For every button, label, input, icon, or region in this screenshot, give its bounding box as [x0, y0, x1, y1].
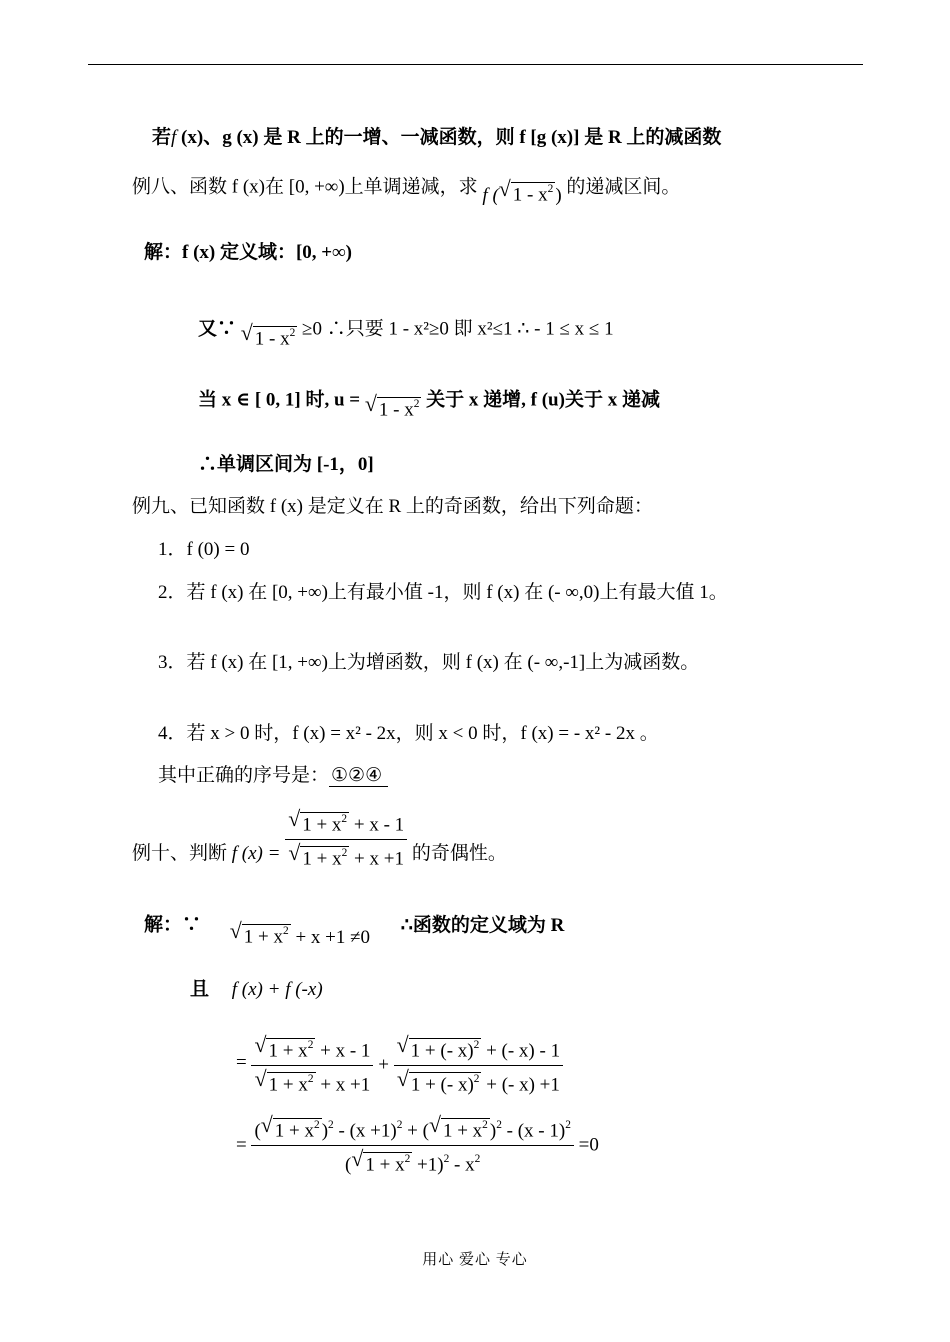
ex9-answer: ①②④: [329, 765, 388, 787]
ex8-sol-line3: [198, 387, 660, 421]
ex8-sqrt: √ $1 - x^2$: [501, 182, 556, 205]
eq1-fraction-a: √ $1 + x^2 + x - 1$ √ $1 + x^2 + x +1$: [251, 1038, 373, 1094]
eq2-num-radicand-2: 1 + x: [442, 1120, 483, 1142]
ex8-sol-line2-radicand: 1 - x: [254, 328, 290, 350]
ex10-sol-eq2: = $\frac{(√ 1 + x^2 )^2 - (x +1)^2 + (√ 1 + x^2 )^2 - (x - 1)^2}{(√ 1 + x^2 +1)^2 - x^2}$ =0: [236, 1118, 599, 1174]
eq2-result: =0: [578, 1134, 599, 1156]
ex10-sol-line2-lead: 且: [190, 979, 210, 1000]
eq1-a-num-radicand: 1 + x: [268, 1040, 308, 1062]
eq1-b-numerator: + (- x) - 1: [486, 1040, 561, 1062]
ex10-sol-line1: 解：∵ √ $1 + x^2 + x +1 \ne 0$ ∴函数的定义域为 R: [144, 912, 564, 935]
ex10-tail: 的奇偶性。: [411, 843, 507, 865]
eq2-den-radicand: 1 + x: [365, 1154, 405, 1176]
intro-statement: [152, 128, 721, 147]
ex8-sol-line3-sqrt: √ $1 - x^2$: [367, 397, 422, 420]
ex9-answer-line: [158, 766, 388, 785]
eq1-fraction-b: √ 1 + (- x)$^2$ + (- x) - 1 √ 1 + (- x)$^2$ + (- x) +1: [394, 1038, 563, 1094]
ex10-denominator: + x +1: [354, 848, 404, 870]
intro-text-a: 若: [152, 127, 172, 148]
ex10-sol-line2-expr: f (x) + f (-x): [231, 979, 323, 1000]
ex8-expr-post: ): [555, 184, 562, 206]
ex8-sol-line4: ∴单调区间为 [-1，0]: [198, 454, 374, 475]
ex8-sol-line3-post: 关于 x 递增, f (u)关于 x 递减: [426, 389, 660, 411]
eq1-b-den-radicand: 1 + (- x): [410, 1074, 474, 1096]
ex10-sol-line1-radicand: 1 + x: [243, 926, 283, 948]
ex8-sol-line1: 解：f (x) 定义域：[0, +∞): [144, 242, 353, 263]
ex8-expression: [482, 185, 561, 206]
ex8-sol-line2-post: ≥0 ∴只要 1 - x²≥0 即 x²≤1 ∴ - 1 ≤ x ≤ 1: [302, 318, 614, 340]
ex8-sol-line3-radicand: 1 - x: [378, 399, 414, 421]
ex10-fx: f (x) =: [231, 843, 281, 865]
ex10-statement: [132, 812, 507, 868]
intro-fx: f: [171, 127, 177, 148]
ex9-item-3: 3．若 f (x) 在 [1, +∞)上为增函数，则 f (x) 在 (- ∞,-1]上为减函数。: [158, 652, 700, 673]
ex10-fraction: √ $1 + x^2 + x - 1$ √ $1 + x^2 + x +1$: [285, 812, 407, 868]
ex8-radicand: 1 - x: [512, 184, 548, 206]
ex9-item-2: 2．若 f (x) 在 [0, +∞)上有最小值 -1，则 f (x) 在 (- ∞,0)上有最大值 1。: [158, 582, 728, 603]
intro-text-c: f [g (x)] 是 R 上的减函数: [519, 127, 722, 148]
eq1-b-denominator: + (- x) +1: [486, 1074, 560, 1096]
ex8-sol-line2: [198, 316, 614, 350]
ex8-sol-line2-sqrt: √ $1 - x^2$: [243, 326, 298, 349]
eq1-a-den-radicand: 1 + x: [268, 1074, 308, 1096]
ex9-label: 例九、已知函数 f (x) 是定义在 R 上的奇函数，给出下列命题：: [132, 496, 653, 517]
ex8-condition: f (x)在 [0, +∞)上单调递减，求: [227, 176, 478, 198]
ex8-sol-line3-pre: 当 x ∈ [ 0, 1] 时, u =: [198, 389, 361, 411]
ex8-statement: [132, 174, 681, 206]
page-footer: 用心 爱心 专心: [422, 1252, 528, 1268]
ex9-item-1: 1．f (0) = 0: [158, 539, 250, 560]
ex10-sol-line1-mid: + x +1 ≠0: [295, 926, 371, 948]
ex10-label: 例十、判断: [132, 843, 228, 865]
ex10-sol-eq1: = √ $1 + x^2 + x - 1$ √ $1 + x^2 + x +1$ + √ 1 + (- x)$^2$ + (- x) - 1 √ 1 + (- x)$^2$ + (- x) +1: [236, 1038, 563, 1094]
ex9-answer-label: 其中正确的序号是：: [158, 765, 330, 786]
ex10-sol-line1-pre: 解：∵: [144, 914, 202, 936]
ex8-expr-pre: f (: [482, 184, 499, 206]
eq1-a-numerator: + x - 1: [320, 1040, 371, 1062]
eq2-fraction: $\frac{(√ 1 + x^2 )^2 - (x +1)^2 + (√ 1 + x^2 )^2 - (x - 1)^2}{(√ 1 + x^2 +1)^2 - x^2}$: [251, 1118, 573, 1174]
ex8-tail: 的递减区间。: [566, 176, 681, 198]
eq2-num-radicand-1: 1 + x: [274, 1120, 315, 1142]
ex10-sol-line1-post: ∴函数的定义域为 R: [400, 914, 565, 936]
eq1-a-denominator: + x +1: [320, 1074, 371, 1096]
ex8-label: 例八、函数: [132, 176, 228, 198]
ex10-numerator: + x - 1: [353, 814, 405, 836]
ex10-den-radicand: 1 + x: [302, 848, 342, 870]
ex9-item-4: 4．若 x > 0 时，f (x) = x² - 2x，则 x < 0 时，f (x) = - x² - 2x 。: [158, 723, 659, 744]
ex10-num-radicand: 1 + x: [302, 814, 342, 836]
ex10-sol-line2: [190, 980, 323, 999]
intro-text-b: (x)、g (x) 是 R 上的一增、一减函数，则: [176, 127, 520, 148]
header-rule: [88, 64, 863, 65]
ex8-sol-line2-pre: 又∵: [198, 318, 237, 340]
eq1-b-num-radicand: 1 + (- x): [410, 1040, 474, 1062]
